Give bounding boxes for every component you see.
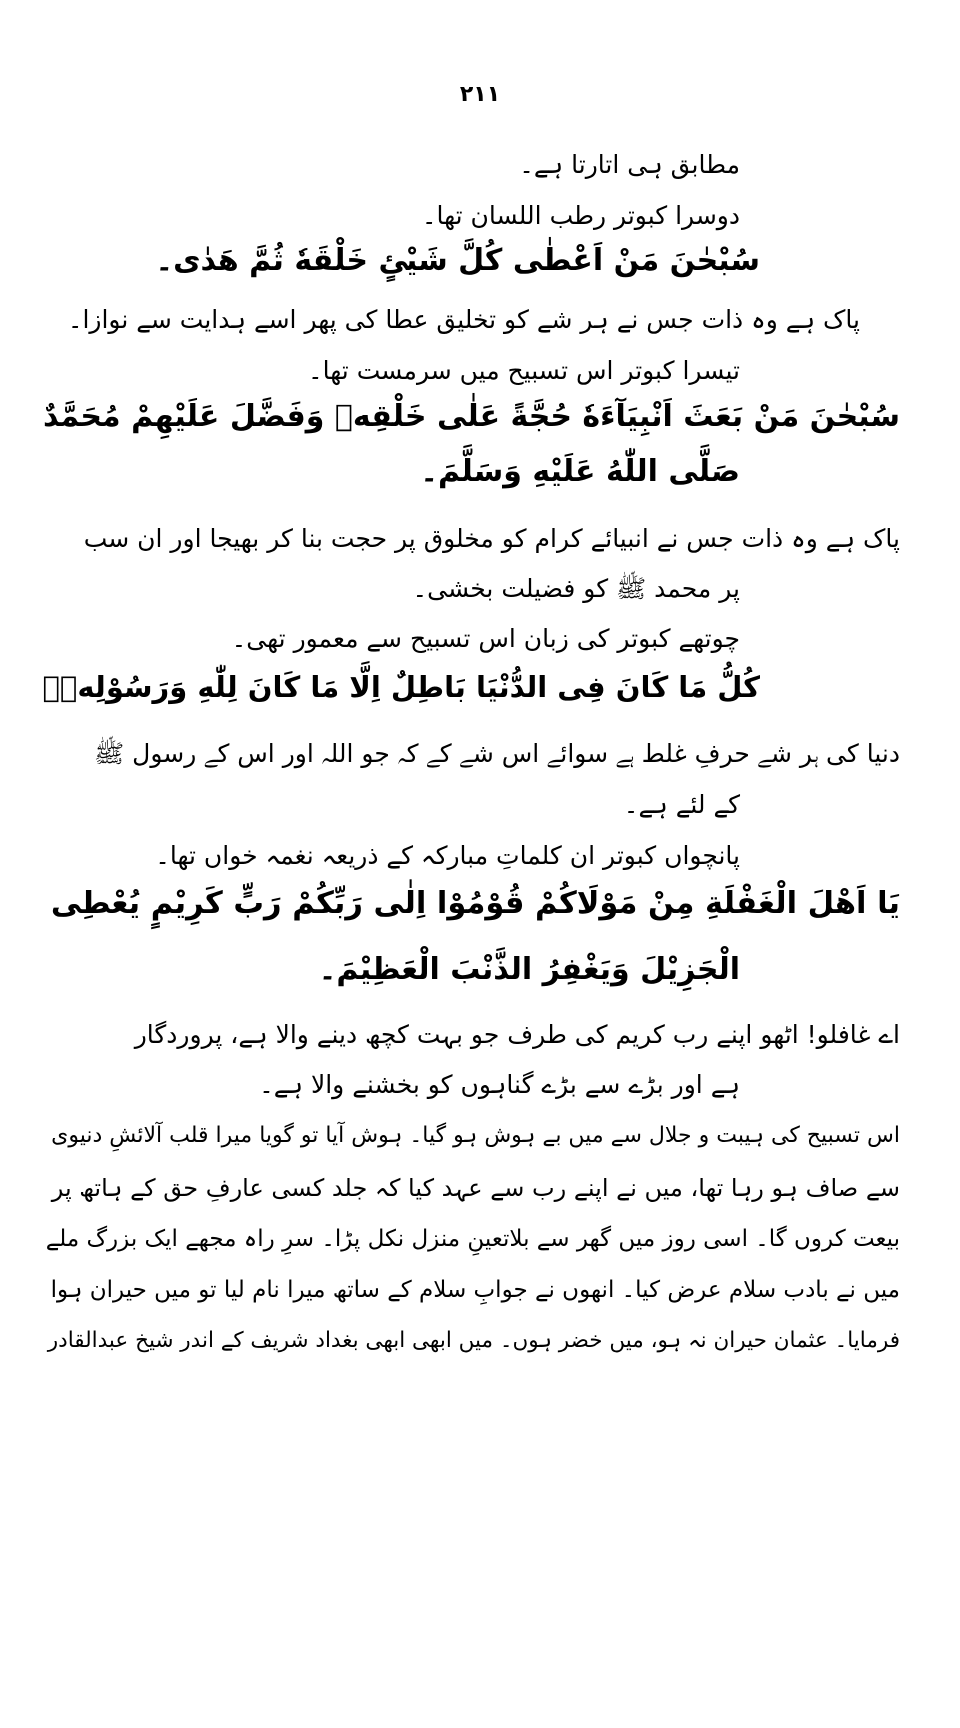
text-line-23: فرمایا۔ عثمان حیران نہ ہو، میں خضر ہوں۔ میں ابھی ابھی بغداد شریف کے اندر شیخ عبدالقادر (47, 1328, 900, 1353)
text-line-12: دنیا کی ہر شے حرفِ غلط ہے سوائے اس شے کے کہ جو اللہ اور اس کے رسول ﷺ (94, 739, 900, 768)
text-line-1: مطابق ہی اتارتا ہے۔ (519, 150, 740, 179)
text-line-18: ہے اور بڑے سے بڑے گناہوں کو بخشنے والا ہے۔ (259, 1070, 740, 1099)
text-line-19: اس تسبیح کی ہیبت و جلال سے میں بے ہوش ہو گیا۔ ہوش آیا تو گویا میرا قلب آلائشِ دنیوی (51, 1123, 900, 1148)
text-line-13: کے لئے ہے۔ (623, 790, 740, 819)
text-line-10: چوتھے کبوتر کی زبان اس تسبیح سے معمور تھی۔ (231, 624, 740, 653)
text-line-4: پاک ہے وہ ذات جس نے ہر شے کو تخلیق عطا کی پھر اسے ہدایت سے نوازا۔ (67, 305, 860, 334)
text-line-2: دوسرا کبوتر رطب اللسان تھا۔ (421, 201, 740, 230)
arabic-tasbih-4a: یَا اَهْلَ الْغَفْلَةِ مِنْ مَوْلَاکُمْ قُوْمُوْا اِلٰی رَبِّکُمْ رَبٍّ کَرِیْمٍ یُعْطِی (50, 886, 900, 921)
arabic-tasbih-4b: الْجَزِیْلَ وَیَغْفِرُ الذَّنْبَ الْعَظِیْمَ۔ (318, 952, 740, 987)
text-line-5: تیسرا کبوتر اس تسبیح میں سرمست تھا۔ (308, 356, 740, 385)
text-line-17: اے غافلو! اٹھو اپنے رب کریم کی طرف جو بہت کچھ دینے والا ہے، پروردگار (134, 1020, 900, 1049)
arabic-tasbih-3: کُلُّ مَا کَانَ فِی الدُّنْیَا بَاطِلٌ اِلَّا مَا کَانَ لِلّٰهِ وَرَسُوْلِهٖ۔ (42, 670, 760, 704)
text-line-21: بیعت کروں گا۔ اسی روز میں گھر سے بلاتعینِ منزل نکل پڑا۔ سرِ راہ مجھے ایک بزرگ ملے (45, 1226, 900, 1252)
arabic-tasbih-1: سُبْحٰنَ مَنْ اَعْطٰی کُلَّ شَیْئٍ خَلْقَهٗ ثُمَّ هَدٰی۔ (155, 243, 760, 278)
text-line-9: پر محمد ﷺ کو فضیلت بخشی۔ (412, 574, 740, 603)
text-line-20: سے صاف ہو رہا تھا، میں نے اپنے رب سے عہد کیا کہ جلد کسی عارفِ حق کے ہاتھ پر (51, 1174, 900, 1202)
arabic-tasbih-2b: صَلَّی اللّٰهُ عَلَیْهِ وَسَلَّمَ۔ (420, 454, 740, 489)
page-number: ۲۱۱ (459, 82, 501, 107)
text-line-8: پاک ہے وہ ذات جس نے انبیائے کرام کو مخلوق پر حجت بنا کر بھیجا اور ان سب (83, 524, 900, 553)
text-line-22: میں نے بادب سلام عرض کیا۔ انھوں نے جوابِ سلام کے ساتھ میرا نام لیا تو میں حیران ہوا (50, 1277, 900, 1303)
arabic-tasbih-2a: سُبْحٰنَ مَنْ بَعَثَ اَنْبِیَآءَهٗ حُجَّةً عَلٰی خَلْقِهٖ وَفَضَّلَ عَلَیْهِمْ مُحَمَّدٌ (42, 399, 900, 434)
text-line-14: پانچواں کبوتر ان کلماتِ مبارکہ کے ذریعہ نغمہ خواں تھا۔ (155, 841, 740, 870)
